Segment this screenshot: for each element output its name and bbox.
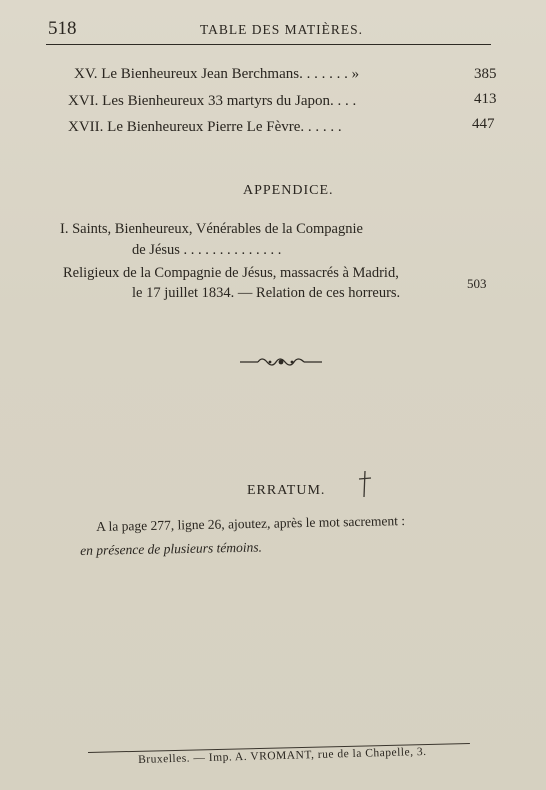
appendix-entry-2-line-1: Religieux de la Compagnie de Jésus, massacrés à Madrid, — [63, 265, 399, 281]
running-title: TABLE DES MATIÈRES. — [200, 22, 364, 37]
fleuron-ornament — [240, 354, 322, 370]
page-number: 518 — [48, 18, 77, 39]
toc-page-xvii: 447 — [472, 116, 495, 132]
appendix-entry-1-line-2: de Jésus . . . . . . . . . . . . . . — [132, 242, 282, 258]
printer-imprint: Bruxelles. — Imp. A. VROMANT, rue de la Chapelle, 3. — [138, 745, 427, 766]
toc-entry-xvi: XVI. Les Bienheureux 33 martyrs du Japon. . . . — [68, 93, 357, 109]
erratum-heading: ERRATUM. — [247, 483, 326, 498]
erratum-line-1: A la page 277, ligne 26, ajoutez, après le mot sacrement : — [96, 513, 406, 534]
toc-entry-xvii: XVII. Le Bienheureux Pierre Le Fèvre. . . . . . — [68, 119, 342, 135]
appendix-entry-2-line-2: le 17 juillet 1834. — Relation de ces horreurs. — [132, 285, 401, 301]
appendix-entry-1-line-1: I. Saints, Bienheureux, Vénérables de la Compagnie — [60, 221, 363, 237]
erratum-line-2: en présence de plusieurs témoins. — [80, 539, 263, 558]
header-rule — [46, 44, 491, 45]
appendix-entry-2-page: 503 — [467, 276, 487, 291]
appendix-heading: APPENDICE. — [243, 183, 334, 198]
toc-page-xv: 385 — [474, 66, 497, 82]
handwritten-cross-mark — [356, 470, 374, 498]
toc-entry-xv: XV. Le Bienheureux Jean Berchmans. . . . . . . » — [74, 66, 360, 82]
toc-page-xvi: 413 — [474, 91, 497, 107]
